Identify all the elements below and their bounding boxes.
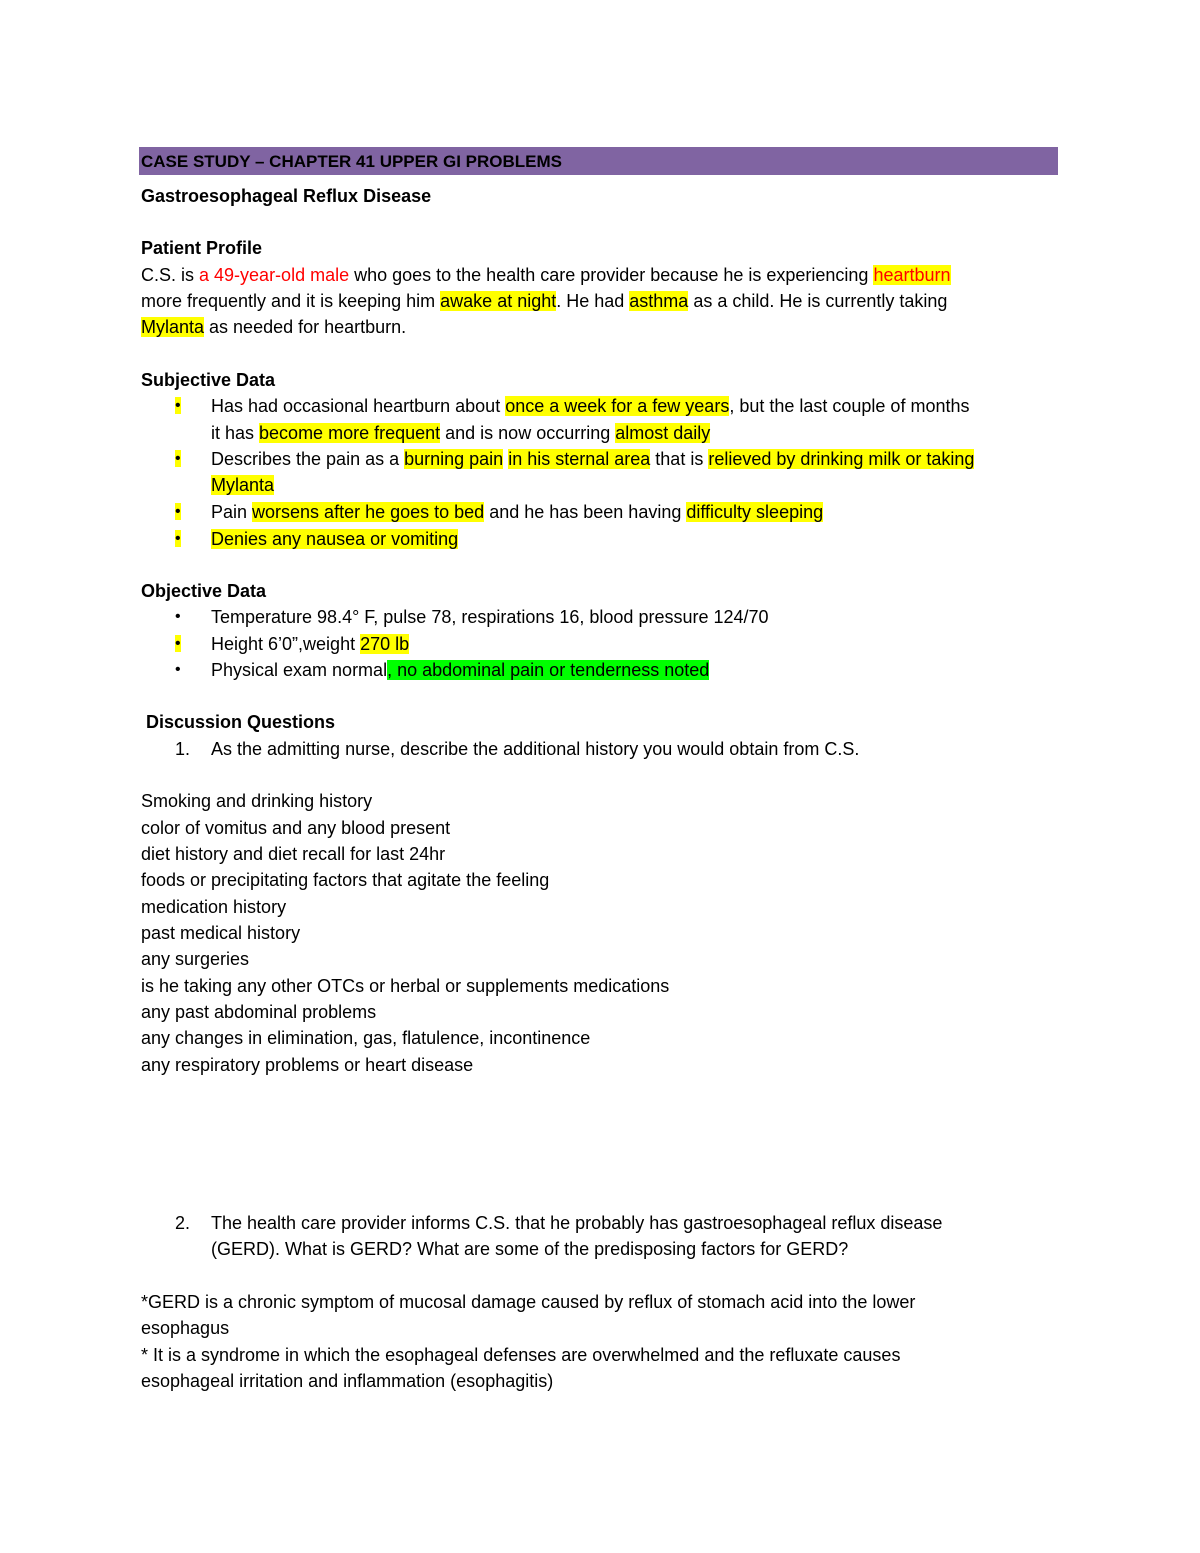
- highlight-sternal-area: in his sternal area: [508, 449, 651, 469]
- question-1-number: 1.: [175, 739, 191, 759]
- profile-text: as needed for heartburn.: [204, 317, 407, 337]
- answer-list-item: Smoking and drinking history: [141, 791, 373, 811]
- highlight-awake-at-night: awake at night: [440, 291, 557, 311]
- highlight-no-abdominal-pain: , no abdominal pain or tenderness noted: [387, 660, 710, 680]
- bullet-marker: •: [175, 608, 181, 625]
- answer-list-item: color of vomitus and any blood present: [141, 818, 451, 838]
- subjective-item-4: [211, 527, 458, 551]
- profile-text: . He had: [556, 291, 630, 311]
- highlight-frequency: once a week for a few years: [505, 396, 730, 416]
- patient-age-sex: a 49-year-old male: [199, 265, 350, 285]
- discussion-questions-heading: Discussion Questions: [146, 712, 336, 732]
- highlight-difficulty-sleeping: difficulty sleeping: [686, 502, 824, 522]
- answer-list-item: any surgeries: [141, 949, 250, 969]
- profile-line-1: [141, 263, 951, 287]
- item-text: it has: [211, 423, 260, 443]
- answer-list-item: any past abdominal problems: [141, 1002, 377, 1022]
- highlight-almost-daily: almost daily: [615, 423, 711, 443]
- bullet-marker: •: [175, 661, 181, 678]
- item-text: and is now occurring: [440, 423, 616, 443]
- item-text: , but the last couple of months: [729, 396, 970, 416]
- answer-list-item: any changes in elimination, gas, flatulence, incontinence: [141, 1028, 591, 1048]
- highlight-mylanta: Mylanta: [141, 317, 205, 337]
- profile-text: as a child. He is currently taking: [688, 291, 948, 311]
- item-text: Describes the pain as a: [211, 449, 405, 469]
- subjective-item-2-line-1: [211, 447, 974, 471]
- subjective-item-2-line-2: [211, 473, 274, 497]
- answer-list-item: any respiratory problems or heart disease: [141, 1055, 474, 1075]
- answer-2-line-1: *GERD is a chronic symptom of mucosal damage caused by reflux of stomach acid into the lower: [141, 1292, 916, 1312]
- objective-vitals: Temperature 98.4° F, pulse 78, respirations 16, blood pressure 124/70: [211, 607, 769, 627]
- answer-2-line-2: esophagus: [141, 1318, 230, 1338]
- subjective-item-1-line-2: [211, 421, 710, 445]
- document-subtitle: Gastroesophageal Reflux Disease: [141, 186, 432, 206]
- answer-list-item: past medical history: [141, 923, 301, 943]
- item-text: Physical exam normal: [211, 660, 388, 680]
- objective-physical-exam: [211, 658, 709, 682]
- item-text: that is: [650, 449, 709, 469]
- question-1-text: As the admitting nurse, describe the additional history you would obtain from C.S.: [211, 739, 860, 759]
- objective-height-weight: [211, 632, 409, 656]
- bullet-marker: •: [175, 397, 181, 414]
- question-2-line-2: (GERD). What is GERD? What are some of the predisposing factors for GERD?: [211, 1239, 849, 1259]
- answer-list-item: diet history and diet recall for last 24hr: [141, 844, 446, 864]
- profile-text: more frequently and it is keeping him: [141, 291, 441, 311]
- profile-text: who goes to the health care provider because he is experiencing: [349, 265, 874, 285]
- highlight-mylanta-2: Mylanta: [211, 475, 275, 495]
- bullet-marker: •: [175, 635, 181, 652]
- item-text: Has had occasional heartburn about: [211, 396, 506, 416]
- subjective-data-heading: Subjective Data: [141, 370, 276, 390]
- answer-list-item: is he taking any other OTCs or herbal or supplements medications: [141, 976, 670, 996]
- objective-data-heading: Objective Data: [141, 581, 267, 601]
- bullet-marker: •: [175, 503, 181, 520]
- profile-text: C.S. is: [141, 265, 200, 285]
- symptom-heartburn: heartburn: [873, 265, 951, 285]
- highlight-asthma: asthma: [629, 291, 689, 311]
- case-study-title: CASE STUDY – CHAPTER 41 UPPER GI PROBLEMS: [139, 147, 1058, 175]
- answer-list-item: foods or precipitating factors that agitate the feeling: [141, 870, 550, 890]
- highlight-denies-nausea: Denies any nausea or vomiting: [211, 529, 459, 549]
- subjective-item-3: [211, 500, 823, 524]
- question-2-line-1: The health care provider informs C.S. that he probably has gastroesophageal reflux disease: [211, 1213, 943, 1233]
- highlight-more-frequent: become more frequent: [259, 423, 441, 443]
- bullet-marker: •: [175, 450, 181, 467]
- highlight-worsens-at-bed: worsens after he goes to bed: [252, 502, 485, 522]
- profile-line-2: [141, 289, 947, 313]
- highlight-weight: 270 lb: [360, 634, 410, 654]
- answer-2-line-4: esophageal irritation and inflammation (esophagitis): [141, 1371, 554, 1391]
- item-text: and he has been having: [484, 502, 687, 522]
- answer-list-item: medication history: [141, 897, 287, 917]
- subjective-item-1-line-1: [211, 394, 969, 418]
- answer-2-line-3: * It is a syndrome in which the esophageal defenses are overwhelmed and the refluxate causes: [141, 1345, 901, 1365]
- highlight-relieved-by: relieved by drinking milk or taking: [708, 449, 975, 469]
- item-text: Pain: [211, 502, 253, 522]
- question-2-number: 2.: [175, 1213, 191, 1233]
- profile-line-3: [141, 315, 406, 339]
- item-text: Height 6’0”,weight: [211, 634, 361, 654]
- bullet-marker: •: [175, 530, 181, 547]
- highlight-burning-pain: burning pain: [404, 449, 504, 469]
- patient-profile-heading: Patient Profile: [141, 238, 263, 258]
